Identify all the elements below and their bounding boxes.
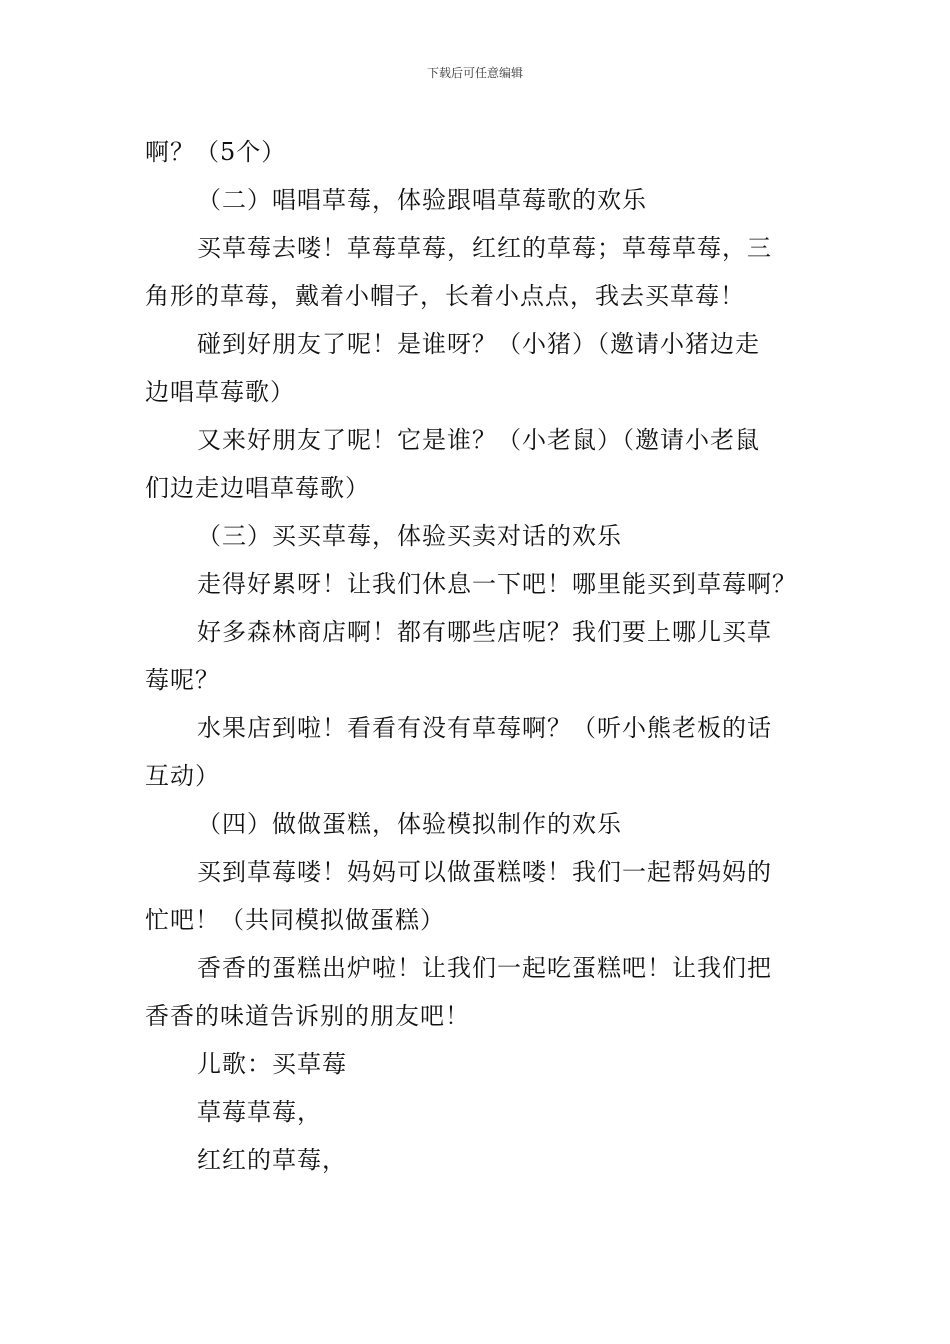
paragraph-line: 们边走边唱草莓歌）	[145, 474, 370, 502]
paragraph-line: 碰到好朋友了呢！是谁呀？（小猪）（邀请小猪边走	[197, 330, 760, 358]
paragraph-line: 买草莓去喽！草莓草莓，红红的草莓；草莓草莓，三	[197, 234, 772, 262]
paragraph-line: 草莓草莓，	[197, 1098, 322, 1126]
document-body	[145, 128, 810, 1184]
paragraph-line: 角形的草莓，戴着小帽子，长着小点点，我去买草莓！	[145, 282, 745, 310]
paragraph-line: 走得好累呀！让我们休息一下吧！哪里能买到草莓啊？	[197, 570, 797, 598]
paragraph-line: 边唱草莓歌）	[145, 378, 295, 406]
paragraph-line: 红红的草莓，	[197, 1146, 347, 1174]
paragraph-line: （三）买买草莓，体验买卖对话的欢乐	[197, 522, 622, 550]
paragraph-line: 香香的味道告诉别的朋友吧！	[145, 1002, 470, 1030]
paragraph-line: 又来好朋友了呢！它是谁？（小老鼠）（邀请小老鼠	[197, 426, 760, 454]
paragraph-line: 莓呢？	[145, 666, 220, 694]
paragraph-line: 水果店到啦！看看有没有草莓啊？（听小熊老板的话	[197, 714, 772, 742]
paragraph-line: 互动）	[145, 762, 220, 790]
paragraph-line: （四）做做蛋糕，体验模拟制作的欢乐	[197, 810, 622, 838]
page-header: 下载后可任意编辑	[426, 66, 523, 80]
paragraph-line: 好多森林商店啊！都有哪些店呢？我们要上哪儿买草	[197, 618, 772, 646]
paragraph-line: 啊？（5个）	[145, 138, 287, 166]
paragraph-line: 忙吧！（共同模拟做蛋糕）	[145, 906, 445, 934]
paragraph-line: 儿歌：买草莓	[197, 1050, 347, 1078]
paragraph-line: 买到草莓喽！妈妈可以做蛋糕喽！我们一起帮妈妈的	[197, 858, 772, 886]
paragraph-line: 香香的蛋糕出炉啦！让我们一起吃蛋糕吧！让我们把	[197, 954, 772, 982]
paragraph-line: （二）唱唱草莓，体验跟唱草莓歌的欢乐	[197, 186, 647, 214]
